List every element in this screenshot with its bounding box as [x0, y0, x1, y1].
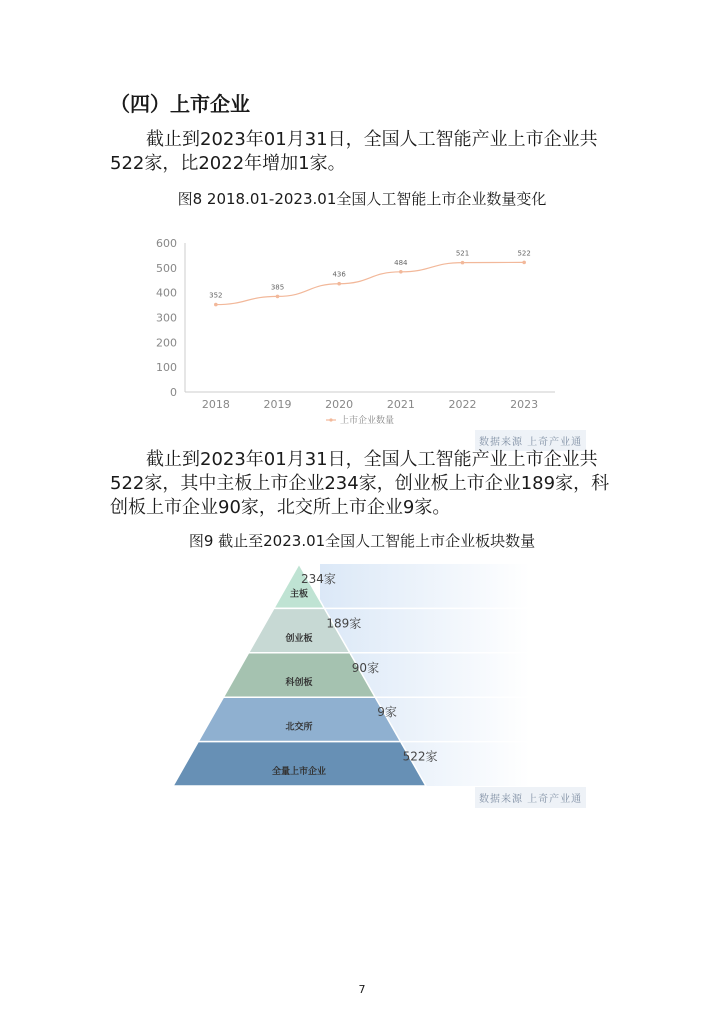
data-label: 484: [394, 258, 408, 267]
series-line: [216, 262, 524, 304]
legend-marker: [329, 418, 332, 421]
x-tick-label: 2023: [510, 398, 539, 411]
figure9-caption: 图9 截止至2023.01全国人工智能上市企业板块数量: [188, 532, 536, 550]
data-label: 385: [270, 283, 285, 292]
paragraph-board-breakdown: 截止到2023年01月31日，全国人工智能产业上市企业共522家，其中主板上市企业234家，创业板上市企业189家，科创板上市企业90家，北交所上市企业9家。: [110, 449, 610, 518]
page-number: 7: [358, 983, 366, 996]
data-label: 522: [517, 249, 531, 258]
data-point: [337, 282, 341, 286]
level-name: 科创板: [285, 678, 313, 689]
pyramid-level: [198, 697, 400, 741]
x-tick-label: 2018: [201, 398, 230, 411]
pyramid-level: [274, 564, 325, 608]
data-point: [522, 261, 526, 265]
x-tick-label: 2020: [325, 398, 354, 411]
x-tick-label: 2021: [386, 398, 415, 411]
data-point: [399, 270, 403, 274]
data-point: [461, 261, 465, 265]
pyramid-level: [173, 742, 426, 786]
y-tick-label: 600: [156, 237, 177, 250]
data-label: 436: [332, 270, 346, 279]
legend-label: 上市企业数量: [340, 416, 395, 426]
listed-companies-line-chart: [150, 230, 570, 430]
level-value-label: 90家: [351, 660, 380, 675]
paragraph-listed-total: 截止到2023年01月31日，全国人工智能产业上市企业共522家，比2022年增加1家。: [110, 129, 598, 174]
section-heading: （四）上市企业: [110, 92, 250, 116]
data-label: 521: [455, 249, 470, 258]
level-value-label: 9家: [377, 705, 397, 720]
pyramid-level: [223, 653, 375, 697]
y-tick-label: 100: [156, 361, 177, 375]
data-point: [214, 303, 218, 307]
level-value-label: 522家: [402, 749, 438, 764]
level-value-label: 189家: [326, 616, 362, 631]
level-name: 创业板: [285, 633, 313, 644]
x-tick-label: 2019: [263, 398, 292, 411]
level-value-label: 234家: [301, 572, 336, 586]
level-name: 主板: [289, 589, 309, 600]
source-label-fig8: 数据来源 上奇产业通: [475, 430, 586, 451]
level-name: 北交所: [285, 722, 313, 733]
figure8-caption: 图8 2018.01-2023.01全国人工智能上市企业数量变化: [177, 190, 547, 208]
y-tick-label: 400: [156, 286, 177, 300]
y-tick-label: 300: [156, 311, 177, 325]
data-label: 352: [209, 291, 223, 300]
level-name: 全量上市企业: [271, 767, 327, 777]
y-tick-label: 500: [156, 261, 177, 275]
board-pyramid-chart: [170, 556, 530, 788]
data-point: [276, 295, 280, 299]
x-tick-label: 2022: [448, 398, 477, 411]
y-tick-label: 0: [170, 386, 177, 399]
source-label-fig9: 数据来源 上奇产业通: [475, 787, 586, 808]
y-tick-label: 200: [156, 336, 177, 350]
